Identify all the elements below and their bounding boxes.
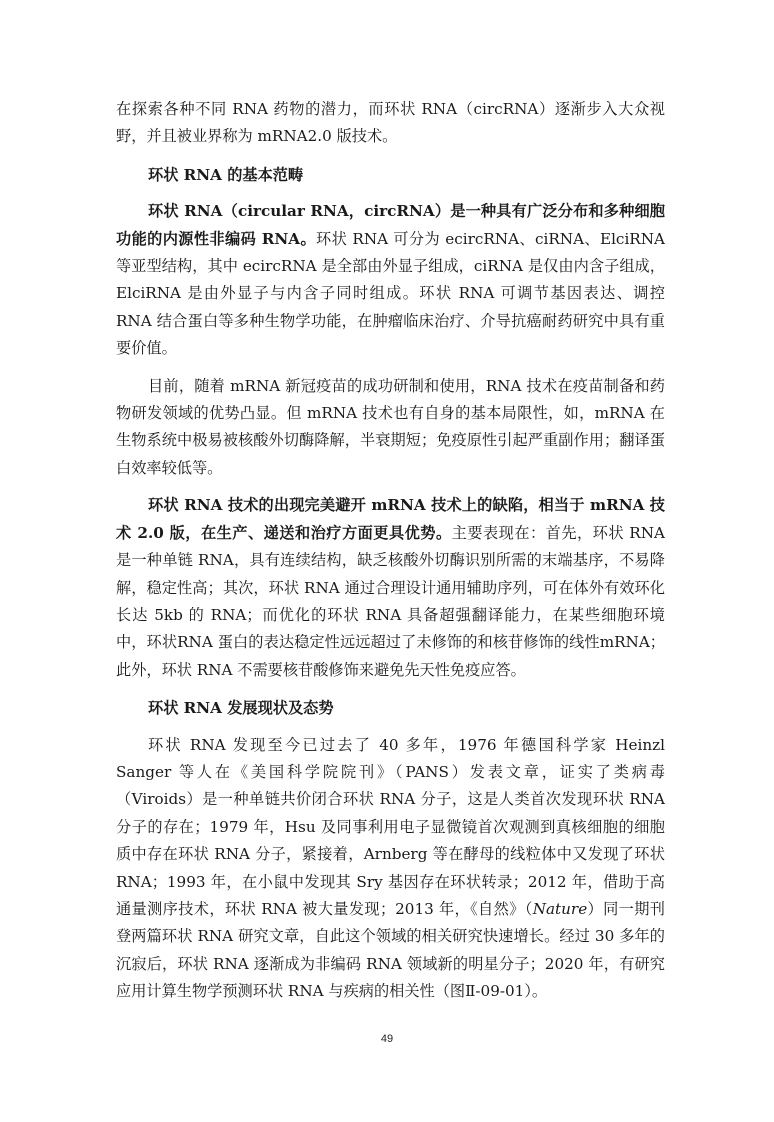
history-text-part-2: ）同一期刊登两篇环状 RNA 研究文章，自此这个领域的相关研究快速增长。经过 30 多年的沉寂后，环状 RNA 逐渐成为非编码 RNA 领域新的明星分子；2020 年，有研究应用计算生物学预测环状 RNA 与疾病的相关性（图Ⅱ-09-01）。 — [116, 899, 665, 1001]
paragraph-history — [116, 732, 665, 1006]
paragraph-circrna-advantages — [116, 492, 665, 684]
advantages-body: 主要表现在：首先，环状 RNA 是一种单链 RNA，具有连续结构，缺乏核酸外切酶识别所需的末端基序，不易降解，稳定性高；其次，环状 RNA 通过合理设计通用辅助序列，可在体外有效环化长达 5kb 的 RNA；而优化的环状 RNA 具备超强翻译能力，在某些细胞环境中，环状RNA 蛋白的表达稳定性远远超过了未修饰的和核苷修饰的线性mRNA；此外，环状 RNA 不需要核苷酸修饰来避免先天性免疫应答。 — [116, 523, 666, 679]
definition-bold-lead: 环状 RNA（circular RNA，circRNA）是一种具有广泛分布和多种细胞功能的内源性非编码 RNA。 — [116, 202, 665, 248]
paragraph-definition — [116, 198, 665, 362]
advantages-bold-lead: 环状 RNA 技术的出现完美避开 mRNA 技术上的缺陷，相当于 mRNA 技术 2.0 版，在生产、递送和治疗方面更具优势。 — [116, 496, 665, 542]
history-text-part-1: 环状 RNA 发现至今已过去了 40 多年，1976 年德国科学家 Heinzl Sanger 等人在《美国科学院院刊》（PANS）发表文章，证实了类病毒（Viroids）是一种单链共价闭合环状 RNA 分子，这是人类首次发现环状 RNA 分子的存在；1979 年，Hsu 及同事利用电子显微镜首次观测到真核细胞的细胞质中存在环状 RNA 分子，紧接着，Arnberg 等在酵母的线粒体中又发现了环状 RNA；1993 年，在小鼠中发现其 Sry 基因存在环状转录；2012 年，借助于高通量测序技术，环状 RNA 被大量发现；2013 年，《自然》（ — [116, 735, 665, 918]
document-body — [116, 96, 665, 1006]
definition-body: 环状 RNA 可分为 ecircRNA、ciRNA、ElciRNA 等亚型结构，其中 ecircRNA 是全部由外显子组成，ciRNA 是仅由内含子组成，ElciRNA 是由外显子与内含子同时组成。环状 RNA 可调节基因表达、调控 RNA 结合蛋白等多种生物学功能，在肿瘤临床治疗、介导抗癌耐药研究中具有重要价值。 — [116, 229, 665, 358]
paragraph-mrna-limitations: 目前，随着 mRNA 新冠疫苗的成功研制和使用，RNA 技术在疫苗制备和药物研发领域的优势凸显。但 mRNA 技术也有自身的基本局限性，如，mRNA 在生物系统中极易被核酸外切酶降解，半衰期短；免疫原性引起严重副作用；翻译蛋白效率较低等。 — [116, 376, 665, 477]
section-heading-development-status: 环状 RNA 发展现状及态势 — [148, 699, 334, 718]
paragraph-intro-continuation: 在探索各种不同 RNA 药物的潜力，而环状 RNA（circRNA）逐渐步入大众视野，并且被业界称为 mRNA2.0 版技术。 — [116, 100, 665, 146]
page-number: 49 — [380, 1033, 394, 1045]
section-heading-basic-scope: 环状 RNA 的基本范畴 — [148, 165, 304, 184]
journal-name-italic: Nature — [532, 899, 588, 918]
